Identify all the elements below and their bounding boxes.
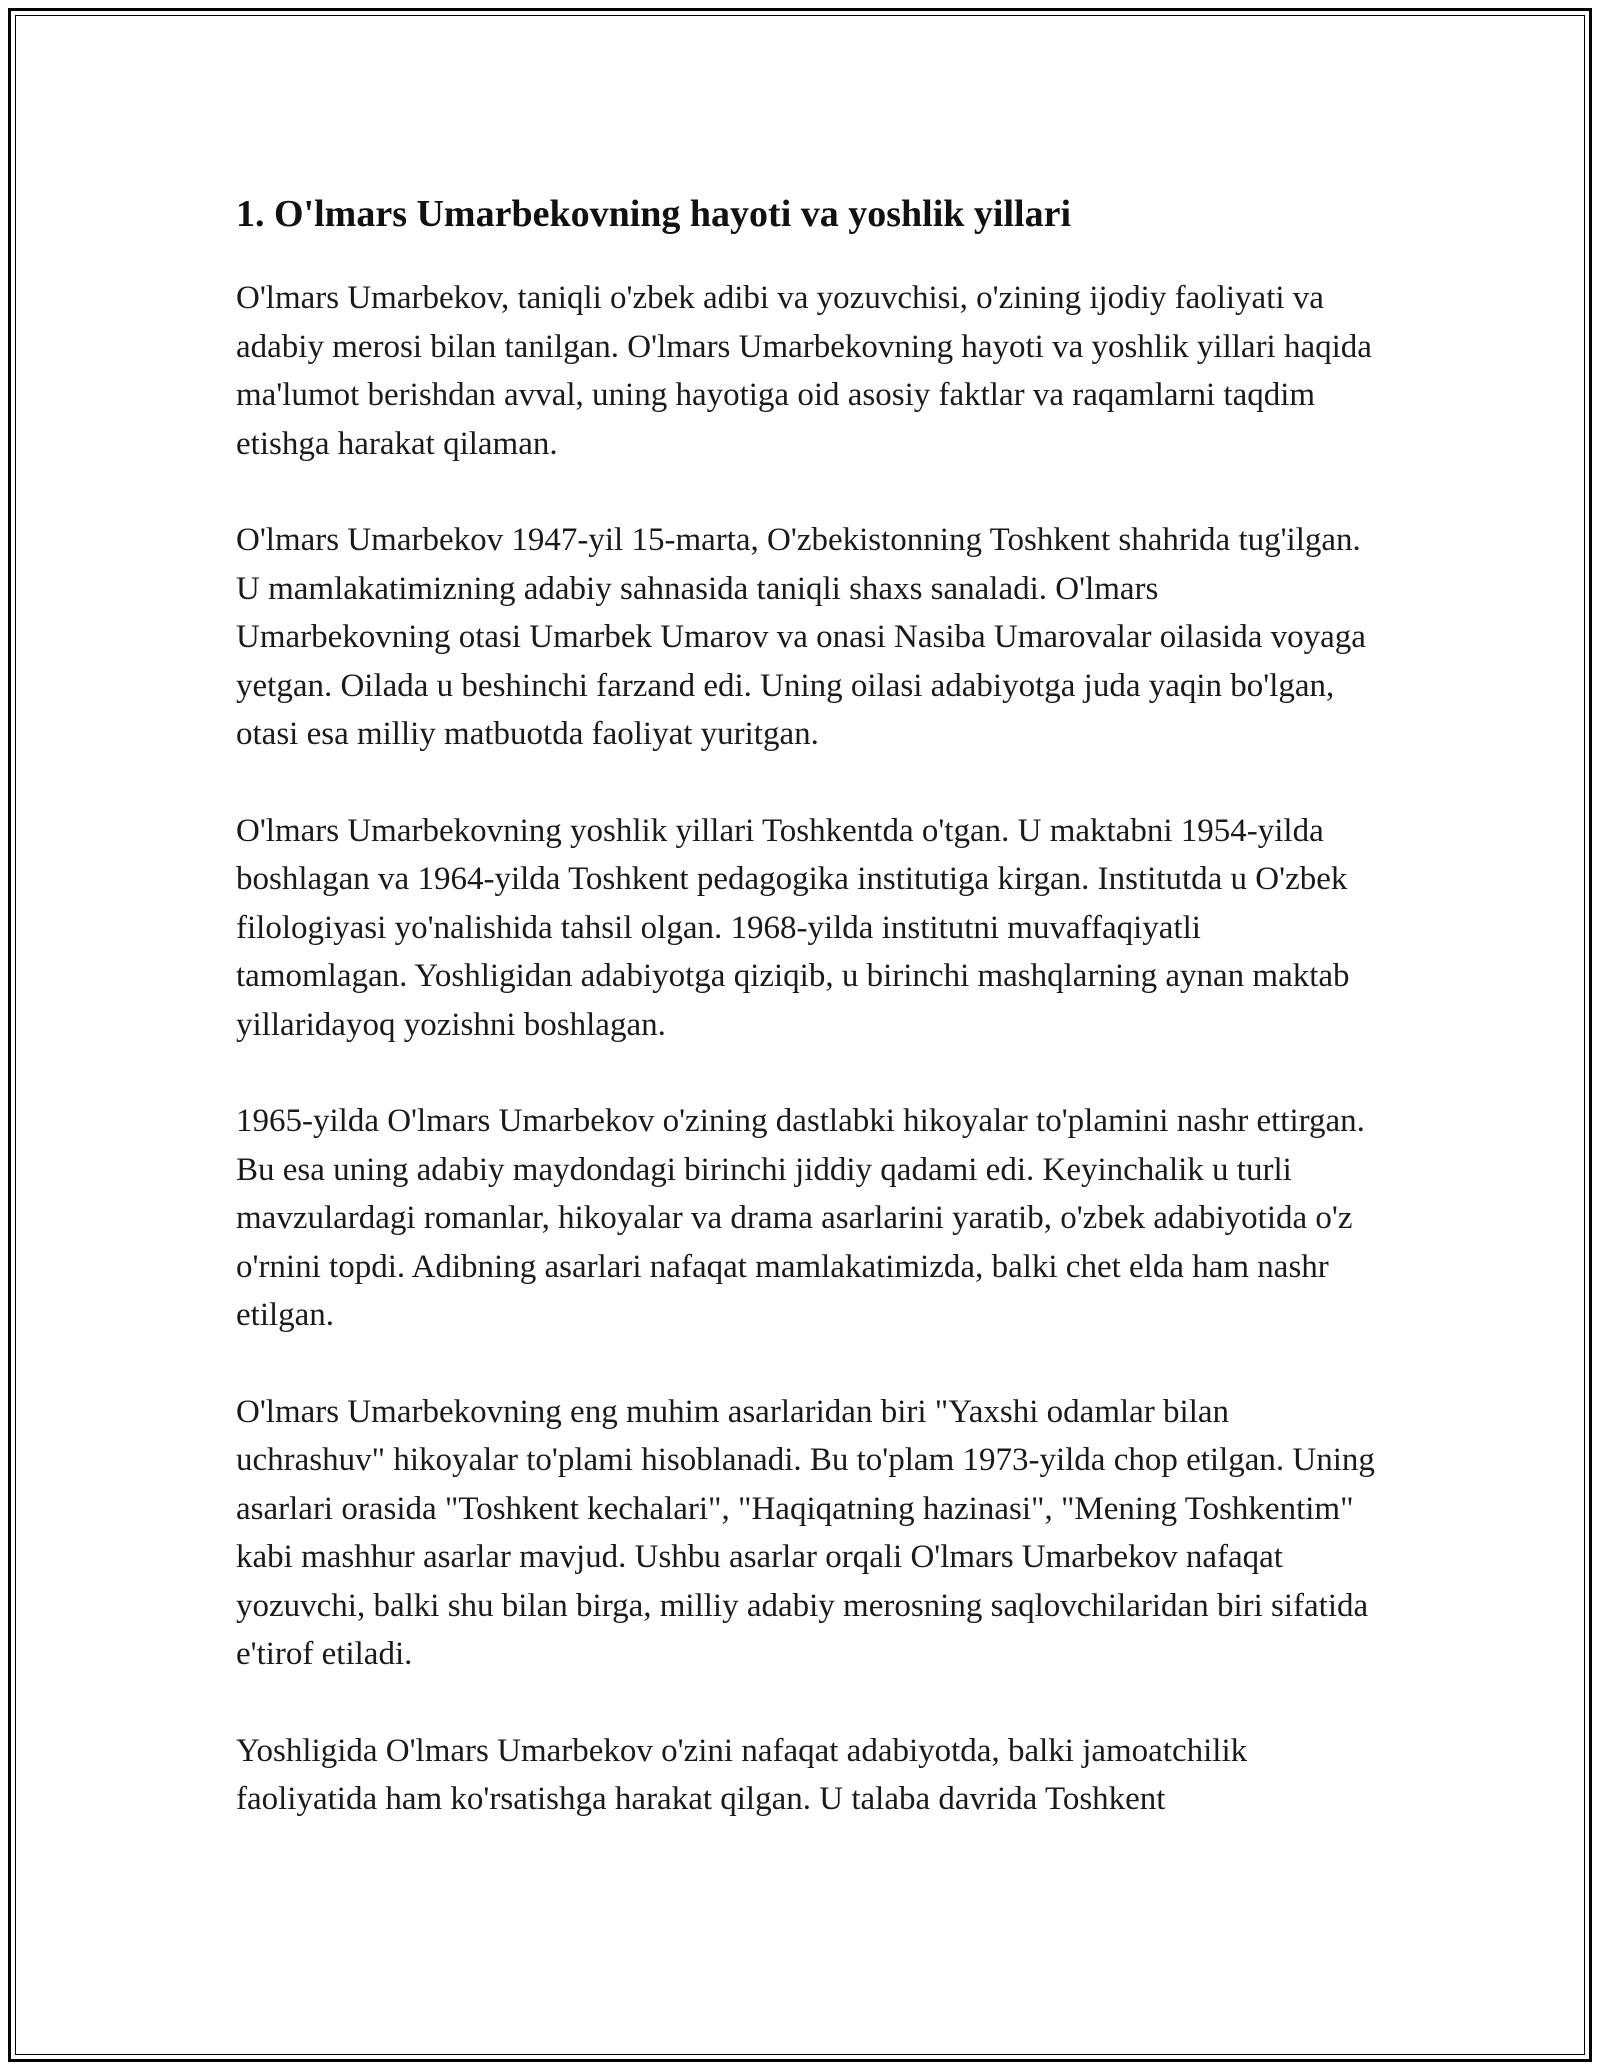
- paragraph-5: O'lmars Umarbekovning eng muhim asarlaridan biri "Yaxshi odamlar bilan uchrashuv" hikoyalar to'plami hisoblanadi. Bu to'plam 1973-yilda chop etilgan. Uning asarlari orasida "Toshkent kechalari", "Haqiqatning hazinasi", "Mening Toshkentim" kabi mashhur asarlar mavjud. Ushbu asarlar orqali O'lmars Umarbekov nafaqat yozuvchi, balki shu bilan birga, milliy adabiy merosning saqlovchilaridan biri sifatida e'tirof etiladi.: [236, 1393, 1375, 1672]
- paragraph-6: Yoshligida O'lmars Umarbekov o'zini nafaqat adabiyotda, balki jamoatchilik faoliyatida ham ko'rsatishga harakat qilgan. U talaba davrida Toshkent: [236, 1732, 1248, 1817]
- paragraph-3: O'lmars Umarbekovning yoshlik yillari Toshkentda o'tgan. U maktabni 1954-yilda boshlagan va 1964-yilda Toshkent pedagogika institutiga kirgan. Institutda u O'zbek filologiyasi yo'nalishida tahsil olgan. 1968-yilda institutni muvaffaqiyatli tamomlagan. Yoshligidan adabiyotga qiziqib, u birinchi mashqlarning aynan maktab yillaridayoq yozishni boshlagan.: [236, 812, 1350, 1043]
- paragraph-1: O'lmars Umarbekov, taniqli o'zbek adibi va yozuvchisi, o'zining ijodiy faoliyati va adabiy merosi bilan tanilgan. O'lmars Umarbekovning hayoti va yoshlik yillari haqida ma'lumot berishdan avval, uning hayotiga oid asosiy faktlar va raqamlarni taqdim etishga harakat qilaman.: [236, 280, 1372, 462]
- document-body: [236, 186, 1376, 1824]
- page-title: 1. O'lmars Umarbekovning hayoti va yoshlik yillari: [236, 193, 1072, 235]
- paragraph-4: 1965-yilda O'lmars Umarbekov o'zining dastlabki hikoyalar to'plamini nashr ettirgan. Bu esa uning adabiy maydondagi birinchi jiddiy qadami edi. Keyinchalik u turli mavzulardagi romanlar, hikoyalar va drama asarlarini yaratib, o'zbek adabiyotida o'z o'rnini topdi. Adibning asarlari nafaqat mamlakatimizda, balki chet elda ham nashr etilgan.: [236, 1103, 1365, 1333]
- paragraph-2: O'lmars Umarbekov 1947-yil 15-marta, O'zbekistonning Toshkent shahrida tug'ilgan. U mamlakatimizning adabiy sahnasida taniqli shaxs sanaladi. O'lmars Umarbekovning otasi Umarbek Umarov va onasi Nasiba Umarovalar oilasida voyaga yetgan. Oilada u beshinchi farzand edi. Uning oilasi adabiyotga juda yaqin bo'lgan, otasi esa milliy matbuotda faoliyat yuritgan.: [236, 522, 1366, 752]
